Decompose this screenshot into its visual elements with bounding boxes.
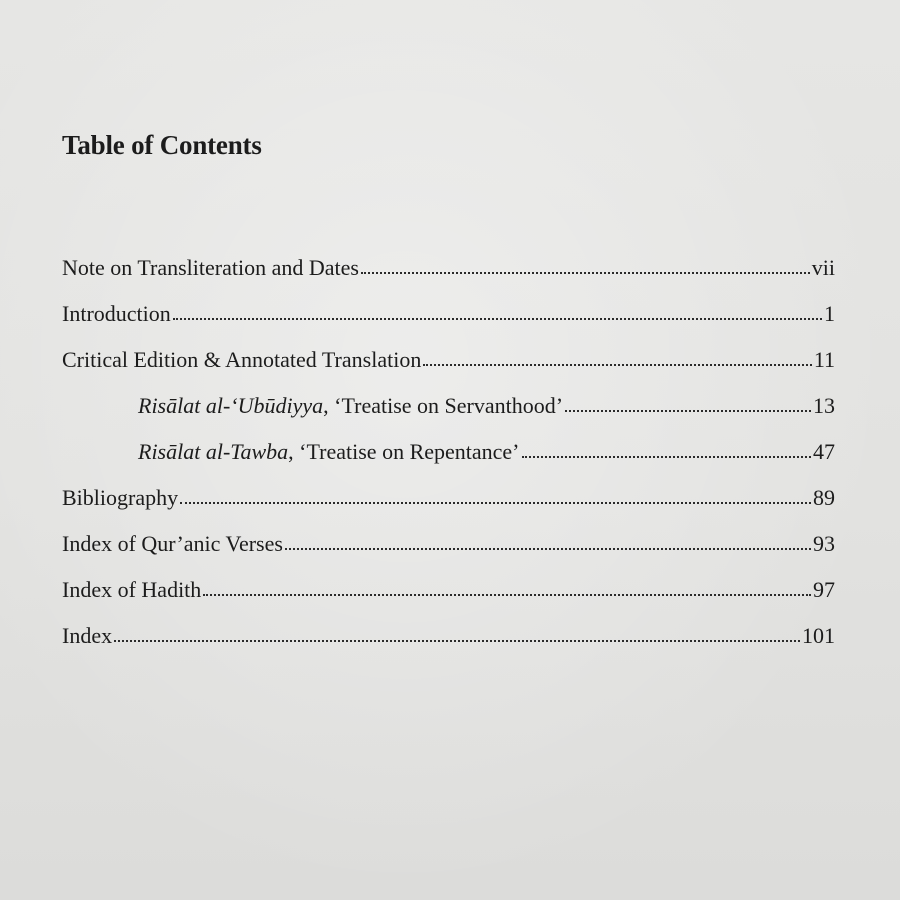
toc-entry-page: 93 [813,531,835,556]
toc-entry-label: Critical Edition & Annotated Translation [62,347,422,372]
toc-entry-page: 1 [824,301,835,326]
toc-entry-label: Bibliography [62,485,179,510]
toc-entry-page: 11 [813,347,835,372]
toc-entry-page: 47 [813,439,835,464]
bleed-through-text [60,0,860,62]
toc-entry-page: 101 [802,623,835,648]
toc-entry-label-rest: , ‘Treatise on Repentance’ [288,439,520,464]
dot-leader [180,483,811,505]
toc-entry[interactable] [62,291,835,337]
toc-entry[interactable] [62,475,835,521]
toc-entry[interactable] [62,613,835,659]
dot-leader [423,345,811,367]
dot-leader [361,253,810,275]
toc-entry-page: vii [811,255,835,280]
toc-entry[interactable] [62,337,835,383]
dot-leader [203,575,811,597]
toc-entry-label-italic: Risālat al-Tawba [138,439,289,464]
toc-subentry[interactable] [62,429,835,475]
toc-entry-label [138,383,563,429]
dot-leader [565,391,811,413]
toc-entry-label: Index of Hadith [62,577,202,602]
toc-entry-page: 89 [813,485,835,510]
toc-entry-label-rest: , ‘Treatise on Servanthood’ [323,393,564,418]
dot-leader [173,299,822,321]
toc-entry-label [138,429,520,475]
page-title: Table of Contents [62,130,262,160]
toc-subentry[interactable] [62,383,835,429]
toc-entry[interactable] [62,245,835,291]
toc-entry-page: 13 [813,393,835,418]
toc-entry-label: Note on Transliteration and Dates [62,255,359,280]
dot-leader [522,437,811,459]
table-of-contents [62,125,838,648]
dot-leader [285,529,811,551]
toc-entry-label: Introduction [62,301,171,326]
toc-list [62,245,835,659]
toc-entry[interactable] [62,567,835,613]
toc-entry-label-italic: Risālat al-‘Ubūdiyya [138,393,324,418]
toc-entry[interactable] [62,521,835,567]
toc-entry-page: 97 [813,577,835,602]
toc-entry-label: Index [62,623,113,648]
toc-entry-label: Index of Qur’anic Verses [62,531,283,556]
dot-leader [114,621,800,643]
